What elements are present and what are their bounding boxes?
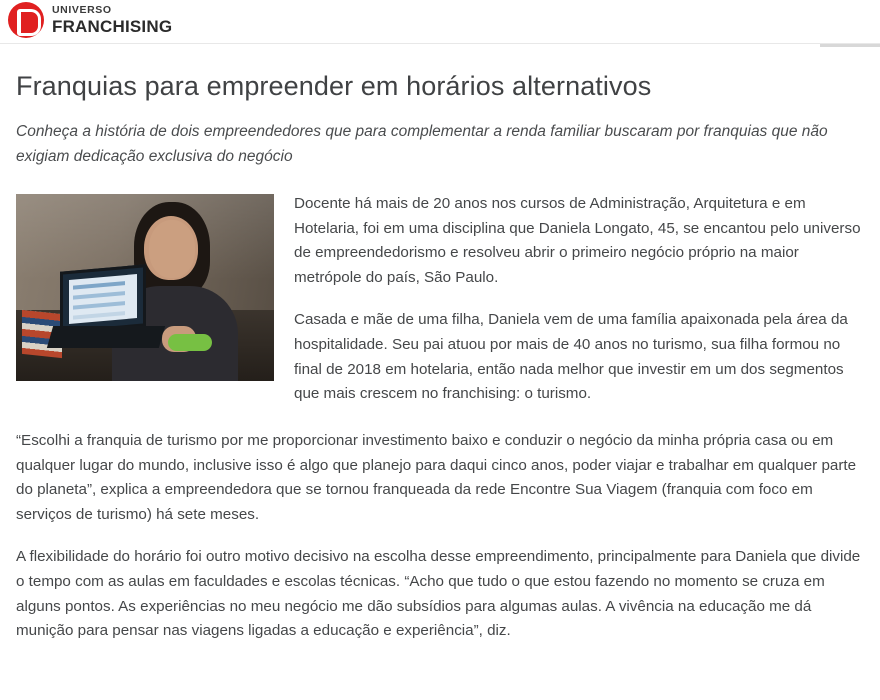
article-standfirst: Conheça a história de dois empreendedores que para complementar a renda familiar buscaram por franquias que não exigiam dedicação exclusiva do negócio	[16, 123, 828, 166]
photo-laptop-screen	[60, 264, 146, 334]
article-paragraph: “Escolhi a franquia de turismo por me proporcionar investimento baixo e conduzir o negócio da minha própria casa ou em qualquer lugar do mundo, inclusive isso é algo que planejo para daqui cinco anos, poder viajar e trabalhar em qualquer parte do planeta”, explica a empreendedora que se tornou franqueada da rede Encontre Sua Viagem (franquia com foco em serviços de turismo) há sete meses.	[16, 431, 857, 523]
article-container	[0, 44, 880, 644]
brand-logo-link[interactable]	[8, 2, 172, 38]
photo-person-face	[149, 220, 195, 278]
universo-franchising-logo-icon	[8, 2, 44, 38]
article-paragraph: Docente há mais de 20 anos nos cursos de Administração, Arquitetura e em Hotelaria, foi em uma disciplina que Daniela Longato, 45, se encantou pelo universo de empreendedorismo e resolveu abrir o primeiro negócio próprio na maior metrópole do país, São Paulo.	[294, 194, 861, 286]
article-lead-block	[16, 192, 864, 425]
brand-line-1: UNIVERSO	[52, 4, 112, 17]
article-paragraph: Casada e mãe de uma filha, Daniela vem de uma família apaixonada pela área da hospitalidade. Seu pai atuou por mais de 40 anos no turismo, sua filha formou no final de 2018 em hotelaria, então nada melhor que investir em um dos segmentos que mais crescem no franchising: o turismo.	[294, 311, 848, 403]
article-photo	[16, 194, 274, 381]
header-divider	[820, 44, 880, 47]
site-header	[0, 0, 880, 44]
brand-line-2: FRANCHISING	[52, 16, 173, 36]
article-paragraph: A flexibilidade do horário foi outro motivo decisivo na escolha desse empreendimento, principalmente para Daniela que divide o tempo com as aulas em faculdades e escolas técnicas. “Acho que tudo o que estou fazendo no momento se cruza em alguns pontos. As experiências no meu negócio me dão subsídios para algumas aulas. A vivência na educação me dá munição para pensar nas viagens ligadas a educação e experiência”, diz.	[16, 548, 861, 640]
photo-green-object	[168, 334, 212, 351]
photo-laptop-base	[47, 326, 165, 348]
page-title: Franquias para empreender em horários alternativos	[16, 71, 652, 101]
brand-wordmark	[52, 5, 172, 35]
